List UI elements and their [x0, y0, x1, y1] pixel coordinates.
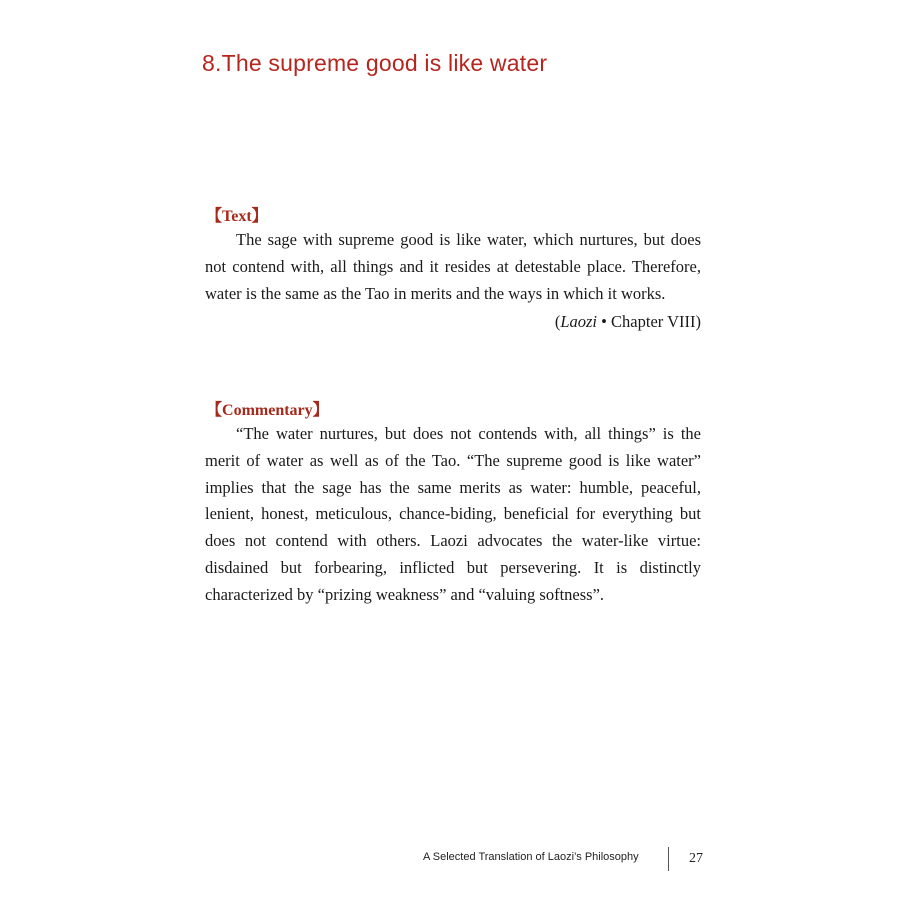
commentary-heading	[206, 397, 329, 420]
text-heading-label: Text	[222, 208, 252, 225]
chapter-title: 8.The supreme good is like water	[202, 50, 548, 76]
source-work: Laozi	[560, 312, 597, 331]
commentary-heading-bracket-open: 【	[206, 402, 223, 419]
source-separator: •	[597, 312, 612, 331]
text-body-paragraph: The sage with supreme good is like water, which nurtures, but does not contend with, all things and it resides at detestable place. Therefore, water is the same as the Tao in merits and the ways in which it works.	[205, 230, 701, 303]
footer-divider	[668, 847, 669, 871]
source-citation	[555, 312, 701, 332]
source-chapter: Chapter VIII	[611, 312, 696, 331]
commentary-heading-label: Commentary	[222, 402, 313, 419]
commentary-body	[205, 421, 701, 609]
text-heading-bracket-open: 【	[206, 208, 223, 225]
source-close-paren: )	[695, 312, 701, 331]
commentary-heading-bracket-close: 】	[312, 402, 329, 419]
commentary-body-paragraph: “The water nurtures, but does not contends with, all things” is the merit of water as well as of the Tao. “The supreme good is like water” implies that the sage has the same merits as water: humble, peaceful, lenient, honest, meticulous, chance-biding, beneficial for everything but does not contend with others. Laozi advocates the water-like virtue: disdained but forbearing, inflicted but persevering. It is distinctly characterized by “prizing weakness” and “valuing softness”.	[205, 424, 701, 604]
footer-book-title: A Selected Translation of Laozi’s Philosophy	[423, 851, 639, 863]
text-heading-bracket-close: 】	[251, 208, 268, 225]
source-open-paren: (	[554, 312, 561, 331]
text-body	[205, 227, 701, 307]
text-heading	[206, 203, 268, 226]
page-number: 27	[689, 851, 703, 866]
